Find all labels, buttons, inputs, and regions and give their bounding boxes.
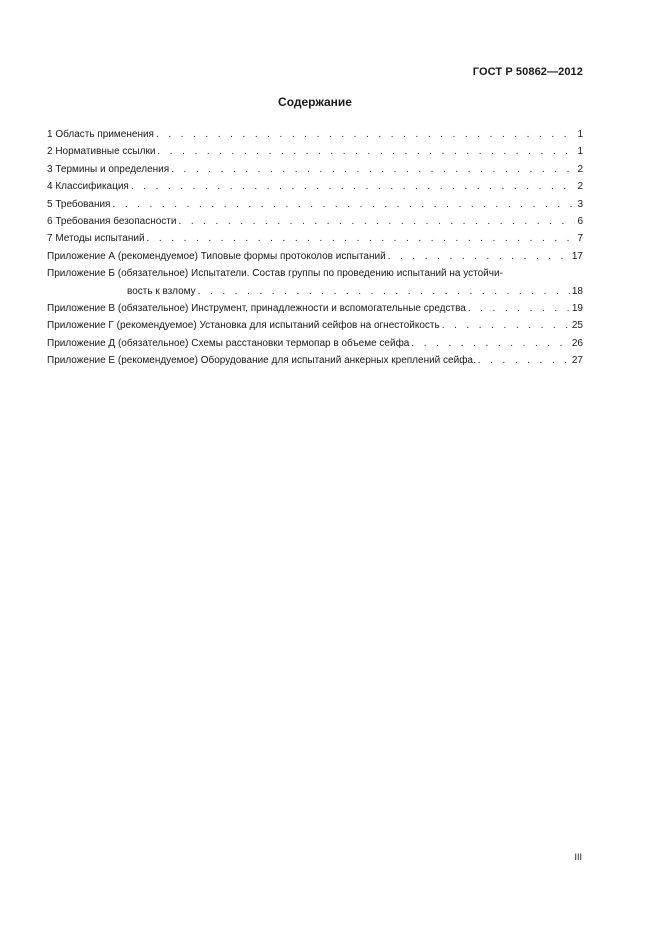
dot-leader [171, 161, 575, 178]
toc-entry-page: 2 [577, 163, 583, 175]
dot-leader [388, 248, 570, 265]
toc-entry-4[interactable] [47, 178, 583, 195]
toc-appendix-b[interactable] [47, 265, 583, 300]
toc-title: Содержание [278, 95, 352, 109]
dot-leader [178, 213, 575, 230]
toc-entry-label: Приложение В (обязательное) Инструмент, принадлежности и вспомогательные средства [47, 303, 466, 315]
toc-entry-5[interactable] [47, 196, 583, 213]
toc-entry-label: 5 Требования [47, 198, 111, 210]
standard-designation: ГОСТ Р 50862—2012 [472, 66, 583, 78]
toc-appendix-g[interactable] [47, 317, 583, 334]
toc-entry-page: 1 [577, 146, 583, 158]
toc-entry-page: 2 [577, 181, 583, 193]
page-number: III [574, 852, 582, 862]
table-of-contents [47, 126, 583, 370]
toc-appendix-e[interactable] [47, 352, 583, 369]
dot-leader [156, 126, 575, 143]
toc-entry-label: 7 Методы испытаний [47, 233, 145, 245]
toc-entry-label: Приложение Е (рекомендуемое) Оборудование для испытаний анкерных креплений сейфа. [47, 355, 476, 367]
dot-leader [147, 230, 576, 247]
toc-entry-6[interactable] [47, 213, 583, 230]
toc-entry-label: Приложение Д (обязательное) Схемы расстановки термопар в объеме сейфа [47, 337, 410, 349]
toc-entry-page: 1 [577, 129, 583, 140]
toc-entry-label: 4 Классификация [47, 181, 129, 193]
toc-entry-label-continuation: вость к взлому [127, 285, 196, 297]
toc-entry-label: Приложение А (рекомендуемое) Типовые формы протоколов испытаний [47, 250, 386, 262]
toc-entry-page: 7 [577, 233, 583, 245]
dot-leader [442, 317, 570, 334]
toc-appendix-a[interactable] [47, 248, 583, 265]
toc-entry-3[interactable] [47, 161, 583, 178]
dot-leader [478, 352, 570, 369]
toc-entry-label: 3 Термины и определения [47, 163, 170, 175]
toc-entry-page: 26 [571, 337, 583, 349]
toc-entry-page: 18 [571, 285, 583, 297]
toc-entry-page: 17 [571, 250, 583, 262]
dot-leader [112, 196, 575, 213]
toc-entry-label: 2 Нормативные ссылки [47, 146, 156, 158]
toc-entry-7[interactable] [47, 230, 583, 247]
dot-leader [131, 178, 576, 195]
toc-entry-label: Приложение Г (рекомендуемое) Установка для испытаний сейфов на огнестойкость [47, 320, 440, 332]
toc-entry-page: 25 [571, 320, 583, 332]
dot-leader [198, 283, 570, 300]
toc-entry-page: 19 [571, 303, 583, 315]
toc-appendix-v[interactable] [47, 300, 583, 317]
dot-leader [157, 143, 575, 160]
dot-leader [468, 300, 570, 317]
toc-entry-label: 1 Область применения [47, 129, 154, 140]
toc-entry-page: 27 [571, 355, 583, 367]
toc-entry-1[interactable] [47, 126, 583, 143]
toc-entry-label: Приложение Б (обязательное) Испытатели. Состав группы по проведению испытаний на устойчи- [47, 268, 503, 280]
toc-entry-page: 3 [577, 198, 583, 210]
toc-entry-label: 6 Требования безопасности [47, 216, 177, 228]
toc-entry-page: 6 [577, 216, 583, 228]
toc-entry-2[interactable] [47, 143, 583, 160]
dot-leader [411, 335, 570, 352]
toc-appendix-d[interactable] [47, 335, 583, 352]
